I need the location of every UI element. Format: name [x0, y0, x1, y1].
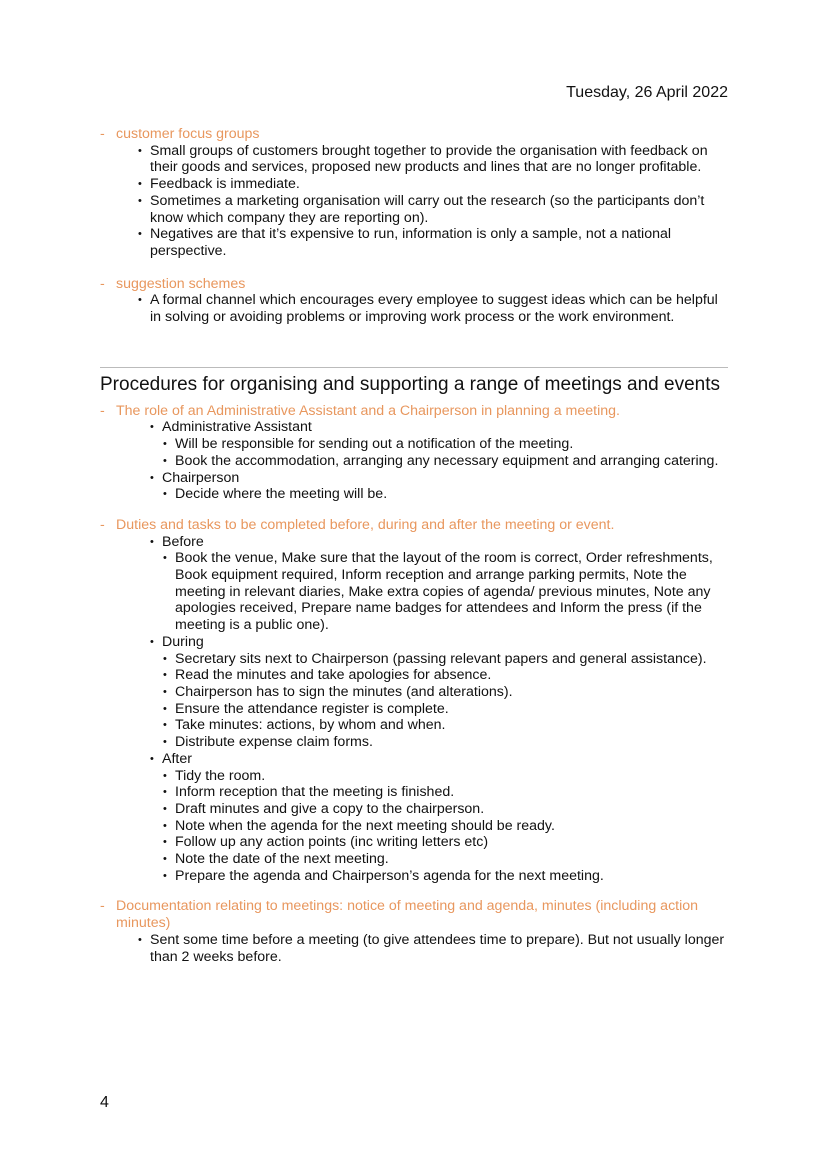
list-item: • A formal channel which encourages every employee to suggest ideas which can be helpful in solving or avoiding problems or improving work process or the work environment.	[138, 292, 730, 325]
list-item: • Book the accommodation, arranging any necessary equipment and arranging catering.	[163, 453, 730, 470]
list-item: • Inform reception that the meeting is finished.	[163, 784, 730, 801]
section-divider	[100, 367, 728, 368]
topic-title: Duties and tasks to be completed before, during and after the meeting or event.	[116, 516, 615, 533]
role-label: Chairperson	[162, 469, 240, 486]
list-item	[150, 634, 730, 751]
topic-documentation	[100, 898, 730, 931]
list-item	[150, 470, 730, 503]
list-item: • Will be responsible for sending out a notification of the meeting.	[163, 436, 730, 453]
topic-title: customer focus groups	[116, 126, 260, 142]
phase-label: During	[162, 633, 204, 650]
dash-marker: -	[100, 402, 105, 419]
list-item: • Negatives are that it’s expensive to run, information is only a sample, not a national perspective.	[138, 226, 730, 259]
list-item: • Secretary sits next to Chairperson (passing relevant papers and general assistance).	[163, 651, 730, 668]
sub-bullet-list	[162, 651, 730, 751]
bullet-list	[100, 143, 730, 260]
bullet-list	[100, 292, 730, 325]
page-date: Tuesday, 26 April 2022	[566, 84, 728, 101]
list-item: • Book the venue, Make sure that the layout of the room is correct, Order refreshments, Book equipment required, Inform reception and arrange parking permits, Note the meeting in relevant diaries, Make extra copies of agenda/ previous minutes, Note any apologies received, Prepare name badges for attendees and Inform the press (if the meeting is a public one).	[163, 550, 730, 634]
sub-bullet-list	[162, 768, 730, 885]
document-body	[100, 126, 730, 965]
list-item: • Small groups of customers brought together to provide the organisation with feedback on their goods and services, proposed new products and lines that are no longer profitable.	[138, 143, 730, 176]
list-item	[150, 419, 730, 469]
dash-marker: -	[100, 898, 105, 915]
list-item: • Note when the agenda for the next meeting should be ready.	[163, 818, 730, 835]
list-item: • Ensure the attendance register is complete.	[163, 701, 730, 718]
topic-suggestion-schemes	[100, 276, 730, 293]
list-item: • Sent some time before a meeting (to give attendees time to prepare). But not usually longer than 2 weeks before.	[138, 932, 730, 965]
bullet-list	[100, 419, 730, 503]
list-item: • Tidy the room.	[163, 768, 730, 785]
bullet-list	[100, 534, 730, 885]
phase-label: After	[162, 750, 192, 767]
list-item: • Chairperson has to sign the minutes (and alterations).	[163, 684, 730, 701]
dash-marker: -	[100, 516, 105, 533]
topic-customer-focus-groups	[100, 126, 730, 143]
sub-bullet-list	[162, 486, 730, 503]
page-number: 4	[100, 1094, 109, 1111]
dash-marker: -	[100, 126, 105, 142]
topic-title: Documentation relating to meetings: notice of meeting and agenda, minutes (including action minutes)	[116, 898, 699, 932]
sub-bullet-list	[162, 550, 730, 634]
list-item: • Follow up any action points (inc writing letters etc)	[163, 834, 730, 851]
list-item: • Decide where the meeting will be.	[163, 486, 730, 503]
list-item: • Distribute expense claim forms.	[163, 734, 730, 751]
section-heading: Procedures for organising and supporting a range of meetings and events	[100, 373, 721, 395]
bullet-list	[100, 932, 730, 965]
topic-title: suggestion schemes	[116, 275, 246, 292]
dash-marker: -	[100, 275, 105, 292]
topic-title: The role of an Administrative Assistant and a Chairperson in planning a meeting.	[116, 402, 620, 419]
list-item: • Sometimes a marketing organisation will carry out the research (so the participants don’t know which company they are reporting on).	[138, 193, 730, 226]
topic-duties	[100, 517, 730, 534]
list-item: • Take minutes: actions, by whom and when.	[163, 717, 730, 734]
list-item	[150, 751, 730, 885]
topic-roles	[100, 403, 730, 420]
list-item: • Prepare the agenda and Chairperson’s agenda for the next meeting.	[163, 868, 730, 885]
role-label: Administrative Assistant	[162, 419, 312, 436]
list-item: • Feedback is immediate.	[138, 176, 730, 193]
list-item	[150, 534, 730, 634]
sub-bullet-list	[162, 436, 730, 469]
list-item: • Note the date of the next meeting.	[163, 851, 730, 868]
list-item: • Read the minutes and take apologies for absence.	[163, 667, 730, 684]
phase-label: Before	[162, 533, 204, 550]
list-item: • Draft minutes and give a copy to the chairperson.	[163, 801, 730, 818]
